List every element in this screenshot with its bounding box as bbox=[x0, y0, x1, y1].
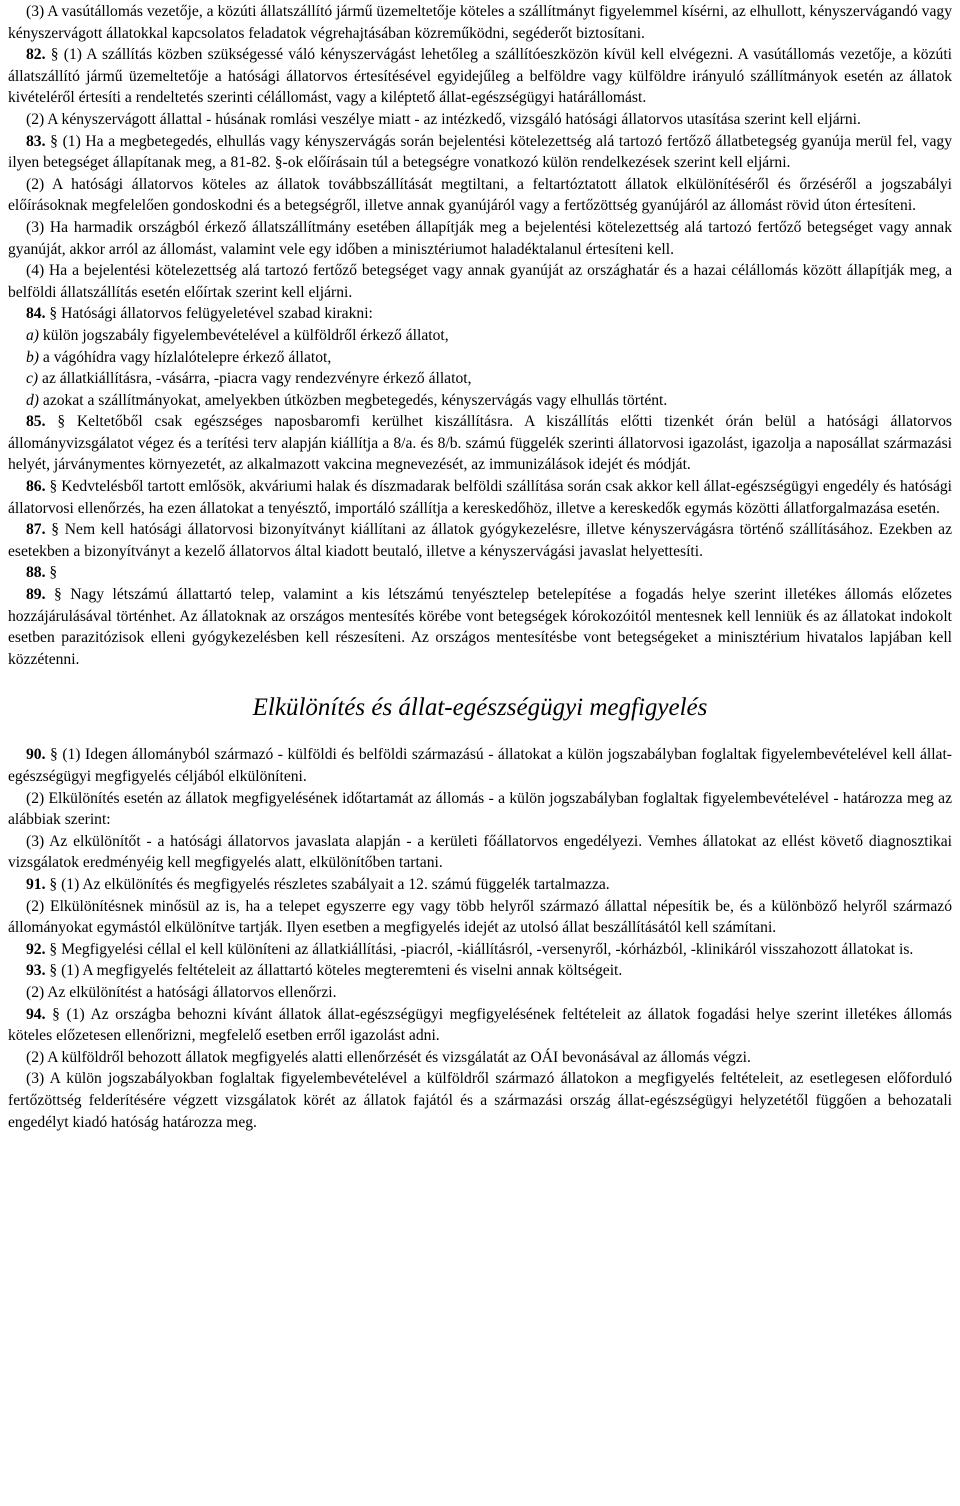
paragraph-p84 bbox=[8, 303, 952, 325]
paragraph-text: § (1) Idegen állományból származó - külföldi és belföldi származású - állatokat a külön jogszabályban foglaltak figyelembevételével kell állat-egészségügyi megfigyelés céljából elkülöníteni. bbox=[8, 746, 953, 785]
paragraph-p92 bbox=[8, 939, 952, 961]
paragraph-p83-1 bbox=[8, 131, 952, 174]
paragraph-text: § Megfigyelési céllal el kell különíteni az állatkiállítási, -piacról, -kiállításról, -versenyről, -kórházból, -klinikáról visszahozott állatokat is. bbox=[49, 940, 914, 958]
paragraph-text: § Nagy létszámú állattartó telep, valamint a kis létszámú tenyésztelep betelepítése a fogadás helye szerint illetékes állomás előzetes hozzájárulásával történhet. Az állatoknak az országos mentesítés körébe vont betegségek kórokozóitól mentesnek kell lenniük és az állatokat indokolt esetben parazitózisok elleni gyógykezelésben kell részesíteni. Az országos mentesítésbe vont betegségeket a minisztérium hivatalos lapjában kell közzétenni. bbox=[8, 586, 952, 668]
section-number: 86. bbox=[26, 478, 46, 496]
paragraph-text: (2) Elkülönítés esetén az állatok megfigyelésének időtartamát az állomás - a külön jogszabályban foglaltak figyelembevételével - határozza meg az alábbiak szerint: bbox=[8, 789, 952, 829]
list-text: azokat a szállítmányokat, amelyekben útközben megbetegedés, kényszervágás vagy elhullás történt. bbox=[39, 391, 668, 409]
list-letter: d) bbox=[26, 391, 39, 409]
paragraph-p90-2 bbox=[8, 788, 952, 831]
list-letter: c) bbox=[26, 370, 39, 388]
section-number: 85. bbox=[26, 413, 46, 431]
paragraph-p86 bbox=[8, 476, 952, 519]
paragraph-p94-2 bbox=[8, 1047, 952, 1069]
paragraph-p91-1 bbox=[8, 874, 952, 896]
section-number: 90. bbox=[26, 746, 46, 764]
paragraph-p82-1 bbox=[8, 44, 952, 109]
paragraph-text: (3) Ha harmadik országból érkező állatszállítmány esetében állapítják meg a bejelentési kötelezettség alá tartozó fertőző betegséget vagy annak gyanúját, akkor arról az állomást, valamint vele egy időben a minisztériumot haladéktalanul értesíteni kell. bbox=[8, 218, 952, 258]
paragraph-text: § bbox=[49, 564, 58, 582]
paragraph-p91-2 bbox=[8, 896, 952, 939]
paragraph-text: (2) A hatósági állatorvos köteles az állatok továbbszállítását megtiltani, a feltartóztatott állatok elkülönítéséről és őrzéséről a jogszabályi előírásoknak megfelelően gondoskodni és a betegségről, illetve annak gyanújáról vagy a fertőzöttség gyanújáról az állomást rövid úton értesíteni. bbox=[8, 175, 952, 215]
section-number: 91. bbox=[26, 875, 46, 893]
paragraph-p89 bbox=[8, 584, 952, 670]
section-number: 92. bbox=[26, 940, 46, 958]
section-number: 83. bbox=[26, 132, 46, 150]
paragraph-p83-4 bbox=[8, 260, 952, 303]
paragraph-text: § (1) A szállítás közben szükségessé váló kényszervágást lehetőleg a szállítóeszközön kívül kell elvégezni. A vasútállomás vezetője, a közúti állatszállító jármű üzemeltetője a hatósági állatorvos értesítésével egyidejűleg a belföldre vagy külföldre irányuló szállítmányok esetén az állatok kivételéről értesíti a rendeltetés szerinti célállomást, vagy a kiléptető állat-egészségügyi határállomást. bbox=[8, 46, 952, 107]
paragraph-p90-1 bbox=[8, 744, 952, 787]
paragraph-text: (4) Ha a bejelentési kötelezettség alá tartozó fertőző betegséget vagy annak gyanúját az országhatár és a hazai célállomás között állapítják meg, a belföldi állatszállítás esetén előírtak szerint kell eljárni. bbox=[8, 262, 952, 301]
paragraph-text: § (1) Az országba behozni kívánt állatok állat-egészségügyi megfigyelésének feltételeit az állatok fogadási helye szerint illetékes állomás köteles előzetesen ellenőrizni, megfelelő esetben erről igazolást adni. bbox=[8, 1005, 953, 1045]
paragraph-text: § Hatósági állatorvos felügyeletével szabad kirakni: bbox=[49, 305, 373, 323]
list-item bbox=[8, 368, 952, 390]
paragraph-p93-2 bbox=[8, 982, 952, 1004]
paragraph-p94-3 bbox=[8, 1068, 952, 1133]
list-item bbox=[8, 325, 952, 347]
paragraph-p85 bbox=[8, 411, 952, 476]
paragraph-text: (2) Az elkülönítést a hatósági állatorvos ellenőrzi. bbox=[26, 983, 337, 1001]
paragraph-text: (3) A külön jogszabályokban foglaltak figyelembevételével a külföldről származó állatokon a megfigyelés feltételeit, az esetlegesen előforduló fertőzöttség felderítésére végzett vizsgálatok körét az állatok fajától és a származási ország állat-egészségügyi helyzetétől függően a behozatali engedélyt kiadó hatóság határozza meg. bbox=[8, 1070, 952, 1131]
paragraph-text: § (1) A megfigyelés feltételeit az állattartó köteles megteremteni és viselni annak költségeit. bbox=[49, 962, 623, 980]
section-number: 88. bbox=[26, 564, 46, 582]
paragraph-p82-2 bbox=[8, 109, 952, 131]
section-number: 82. bbox=[26, 46, 46, 64]
paragraph-text: (3) A vasútállomás vezetője, a közúti állatszállító jármű üzemeltetője köteles a szállítmányt figyelemmel kísérni, az elhullott, kényszervágandó vagy kényszervágott állatokkal kapcsolatos feladatok végrehajtásában közreműködni, segéderőt biztosítani. bbox=[8, 3, 952, 42]
paragraph-p94-1 bbox=[8, 1004, 952, 1047]
list-letter: a) bbox=[26, 326, 39, 344]
paragraph-text: § Nem kell hatósági állatorvosi bizonyítványt kiállítani az állatok gyógykezelésre, illetve kényszervágásra történő szállításához. Ezekben az esetekben a bizonyítványt a kezelő állatorvos által kiadott beutaló, illetve a kényszervágási javaslat helyettesíti. bbox=[8, 521, 952, 560]
section-number: 94. bbox=[26, 1005, 46, 1023]
list-item bbox=[8, 390, 952, 412]
section-number: 89. bbox=[26, 586, 46, 604]
paragraph-text: (2) A külföldről behozott állatok megfigyelés alatti ellenőrzését és vizsgálatát az OÁI bevonásával az állomás végzi. bbox=[26, 1048, 751, 1066]
paragraph-text: § Kedvtelésből tartott emlősök, akváriumi halak és díszmadarak belföldi szállítása során csak akkor kell állat-egészségügyi engedély és hatósági állatorvosi ellenőrzés, ha ezen állatokat a tenyésztő, importáló szállítja a kereskedőhöz, illetve a kereskedők egymás közötti állatforgalmazása esetén. bbox=[8, 478, 953, 517]
paragraph-text: § (1) Ha a megbetegedés, elhullás vagy kényszervágás során bejelentési kötelezettség alá tartozó fertőző állatbetegség gyanúja merül fel, vagy ilyen betegséget állapítanak meg, a 81-82. §-ok előírásain túl a betegségre vonatkozó külön rendelkezések szerint kell eljárni. bbox=[8, 132, 952, 172]
section-number: 84. bbox=[26, 305, 46, 323]
paragraph-p83-3 bbox=[8, 217, 952, 260]
section-title: Elkülönítés és állat-egészségügyi megfigyelés bbox=[252, 694, 708, 722]
paragraph-p81-3 bbox=[8, 1, 952, 44]
paragraph-p88 bbox=[8, 562, 952, 584]
paragraph-p87 bbox=[8, 519, 952, 562]
paragraph-text: § (1) Az elkülönítés és megfigyelés részletes szabályait a 12. számú függelék tartalmazza. bbox=[49, 875, 610, 893]
section-number: 87. bbox=[26, 521, 46, 539]
paragraph-text: (2) Elkülönítésnek minősül az is, ha a telepet egyszerre egy vagy több helyről származó állattal népesítik be, és a különböző helyről származó állományokat egymástól elkülönítve tartják. Ilyen esetben a megfigyelés idejét az utolsó állat beszállításától kell számítani. bbox=[8, 897, 952, 937]
section-number: 93. bbox=[26, 962, 46, 980]
paragraph-text: § Keltetőből csak egészséges naposbaromfi kerülhet kiszállításra. A kiszállítás előtti tizenkét órán belül a hatósági állatorvos állományvizsgálatot végez és a terítési terv alapján kiállítja a 8/a. és 8/b. számú függelék szerinti állatorvosi igazolást, igazolja a naposállat származási helyét, járványmentes környezetét, az alkalmazott vakcina megnevezését, az immunizálások idejét és módját. bbox=[8, 413, 952, 474]
list-text: külön jogszabály figyelembevételével a külföldről érkező állatot, bbox=[39, 326, 449, 344]
paragraph-p93-1 bbox=[8, 960, 952, 982]
list-letter: b) bbox=[26, 348, 39, 366]
paragraph-p83-2 bbox=[8, 174, 952, 217]
document-page bbox=[8, 0, 952, 1133]
list-text: a vágóhídra vagy hízlalótelepre érkező állatot, bbox=[39, 348, 332, 366]
paragraph-text: (2) A kényszervágott állattal - húsának romlási veszélye miatt - az intézkedő, vizsgáló hatósági állatorvos utasítása szerint kell eljárni. bbox=[26, 110, 861, 128]
list-item bbox=[8, 347, 952, 369]
list-text: az állatkiállításra, -vásárra, -piacra vagy rendezvényre érkező állatot, bbox=[38, 370, 472, 388]
paragraph-text: (3) Az elkülönítőt - a hatósági állatorvos javaslata alapján - a kerületi főállatorvos engedélyezi. Vemhes állatokat az ellést követő diagnosztikai vizsgálatok eredményéig kell megfigyelés alatt, elkülönítőben tartani. bbox=[8, 832, 952, 872]
paragraph-p90-3 bbox=[8, 831, 952, 874]
